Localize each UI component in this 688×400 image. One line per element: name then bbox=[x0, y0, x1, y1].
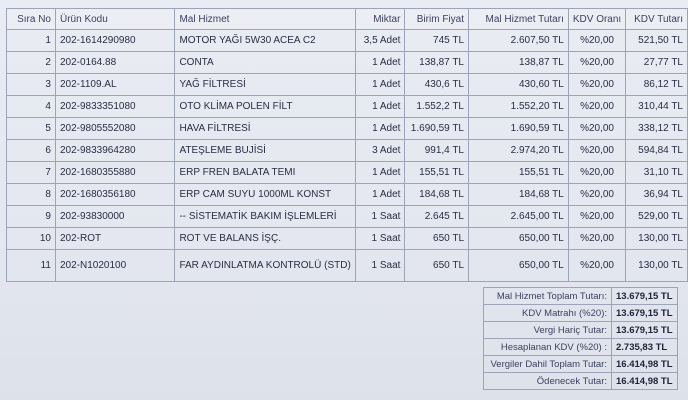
cell-kdv-tutari: 130,00 TL bbox=[626, 250, 688, 282]
cell-birim-fiyat: 650 TL bbox=[405, 250, 469, 282]
table-row bbox=[7, 96, 688, 118]
cell-urun-kodu: 202-9805552080 bbox=[55, 118, 174, 140]
cell-kdv-tutari: 27,77 TL bbox=[626, 52, 688, 74]
cell-kdv-tutari: 31,10 TL bbox=[626, 162, 688, 184]
cell-birim-fiyat: 430,6 TL bbox=[405, 74, 469, 96]
cell-mal-hizmet: CONTA bbox=[175, 52, 355, 74]
cell-kdv-orani: %20,00 bbox=[568, 140, 625, 162]
table-row bbox=[7, 52, 688, 74]
cell-urun-kodu: 202-N1020100 bbox=[55, 250, 174, 282]
cell-sira-no: 4 bbox=[7, 96, 56, 118]
cell-mal-hizmet: ROT VE BALANS İŞÇ. bbox=[175, 228, 355, 250]
totals-row bbox=[484, 339, 678, 356]
totals-value: 13.679,15 TL bbox=[612, 322, 678, 339]
cell-mal-hizmet-tutari: 430,60 TL bbox=[469, 74, 569, 96]
cell-sira-no: 6 bbox=[7, 140, 56, 162]
cell-kdv-orani: %20,00 bbox=[568, 162, 625, 184]
cell-kdv-orani: %20,00 bbox=[568, 206, 625, 228]
table-header-row bbox=[7, 9, 688, 30]
cell-birim-fiyat: 184,68 TL bbox=[405, 184, 469, 206]
cell-sira-no: 1 bbox=[7, 30, 56, 52]
cell-kdv-orani: %20,00 bbox=[568, 74, 625, 96]
cell-mal-hizmet-tutari: 2.645,00 TL bbox=[469, 206, 569, 228]
cell-mal-hizmet-tutari: 650,00 TL bbox=[469, 228, 569, 250]
cell-kdv-tutari: 338,12 TL bbox=[626, 118, 688, 140]
invoice-items-table bbox=[6, 8, 688, 282]
cell-birim-fiyat: 650 TL bbox=[405, 228, 469, 250]
table-row bbox=[7, 162, 688, 184]
header-birim-fiyat: Birim Fiyat bbox=[405, 9, 469, 30]
cell-miktar: 1 Adet bbox=[355, 52, 405, 74]
cell-kdv-orani: %20,00 bbox=[568, 96, 625, 118]
cell-mal-hizmet: ERP CAM SUYU 1000ML KONST bbox=[175, 184, 355, 206]
cell-sira-no: 2 bbox=[7, 52, 56, 74]
table-row bbox=[7, 228, 688, 250]
totals-row bbox=[484, 288, 678, 305]
cell-kdv-orani: %20,00 bbox=[568, 118, 625, 140]
cell-urun-kodu: 202-9833964280 bbox=[55, 140, 174, 162]
cell-mal-hizmet: -- SİSTEMATİK BAKIM İŞLEMLERİ bbox=[175, 206, 355, 228]
totals-body bbox=[484, 288, 678, 390]
cell-urun-kodu: 202-0164.88 bbox=[55, 52, 174, 74]
cell-birim-fiyat: 155,51 TL bbox=[405, 162, 469, 184]
cell-birim-fiyat: 1.690,59 TL bbox=[405, 118, 469, 140]
cell-sira-no: 8 bbox=[7, 184, 56, 206]
cell-kdv-orani: %20,00 bbox=[568, 184, 625, 206]
cell-sira-no: 9 bbox=[7, 206, 56, 228]
cell-urun-kodu: 202-1614290980 bbox=[55, 30, 174, 52]
cell-mal-hizmet: ATEŞLEME BUJİSİ bbox=[175, 140, 355, 162]
cell-kdv-orani: %20,00 bbox=[568, 52, 625, 74]
cell-miktar: 1 Adet bbox=[355, 96, 405, 118]
cell-kdv-orani: %20,00 bbox=[568, 30, 625, 52]
cell-mal-hizmet: ERP FREN BALATA TEMI bbox=[175, 162, 355, 184]
cell-urun-kodu: 202-1680356180 bbox=[55, 184, 174, 206]
cell-kdv-tutari: 594,84 TL bbox=[626, 140, 688, 162]
cell-miktar: 3 Adet bbox=[355, 140, 405, 162]
cell-urun-kodu: 202-9833351080 bbox=[55, 96, 174, 118]
totals-label: Vergi Hariç Tutar: bbox=[484, 322, 612, 339]
totals-row bbox=[484, 305, 678, 322]
table-row bbox=[7, 250, 688, 282]
header-urun-kodu: Ürün Kodu bbox=[55, 9, 174, 30]
cell-birim-fiyat: 1.552,2 TL bbox=[405, 96, 469, 118]
table-row bbox=[7, 74, 688, 96]
cell-miktar: 1 Saat bbox=[355, 228, 405, 250]
cell-mal-hizmet-tutari: 138,87 TL bbox=[469, 52, 569, 74]
totals-label: Mal Hizmet Toplam Tutarı: bbox=[484, 288, 612, 305]
totals-label: Hesaplanan KDV (%20) : bbox=[484, 339, 612, 356]
cell-birim-fiyat: 745 TL bbox=[405, 30, 469, 52]
cell-kdv-orani: %20,00 bbox=[568, 228, 625, 250]
cell-mal-hizmet-tutari: 2.974,20 TL bbox=[469, 140, 569, 162]
cell-sira-no: 10 bbox=[7, 228, 56, 250]
cell-sira-no: 11 bbox=[7, 250, 56, 282]
totals-row bbox=[484, 373, 678, 390]
cell-kdv-tutari: 130,00 TL bbox=[626, 228, 688, 250]
table-row bbox=[7, 118, 688, 140]
cell-kdv-tutari: 521,50 TL bbox=[626, 30, 688, 52]
cell-mal-hizmet-tutari: 155,51 TL bbox=[469, 162, 569, 184]
cell-urun-kodu: 202-93830000 bbox=[55, 206, 174, 228]
cell-mal-hizmet: OTO KLİMA POLEN FİLT bbox=[175, 96, 355, 118]
cell-kdv-tutari: 36,94 TL bbox=[626, 184, 688, 206]
cell-kdv-tutari: 86,12 TL bbox=[626, 74, 688, 96]
cell-mal-hizmet-tutari: 1.552,20 TL bbox=[469, 96, 569, 118]
header-sira-no: Sıra No bbox=[7, 9, 56, 30]
cell-sira-no: 7 bbox=[7, 162, 56, 184]
totals-label: Ödenecek Tutar: bbox=[484, 373, 612, 390]
header-mal-hizmet-tutari: Mal Hizmet Tutarı bbox=[469, 9, 569, 30]
cell-sira-no: 3 bbox=[7, 74, 56, 96]
cell-miktar: 1 Saat bbox=[355, 250, 405, 282]
cell-sira-no: 5 bbox=[7, 118, 56, 140]
cell-mal-hizmet-tutari: 184,68 TL bbox=[469, 184, 569, 206]
cell-mal-hizmet: HAVA FİLTRESİ bbox=[175, 118, 355, 140]
cell-miktar: 1 Adet bbox=[355, 118, 405, 140]
cell-mal-hizmet-tutari: 2.607,50 TL bbox=[469, 30, 569, 52]
cell-miktar: 1 Adet bbox=[355, 74, 405, 96]
cell-miktar: 3,5 Adet bbox=[355, 30, 405, 52]
totals-value: 13.679,15 TL bbox=[612, 288, 678, 305]
totals-label: KDV Matrahı (%20): bbox=[484, 305, 612, 322]
header-mal-hizmet: Mal Hizmet bbox=[175, 9, 355, 30]
cell-kdv-orani: %20,00 bbox=[568, 250, 625, 282]
table-row bbox=[7, 184, 688, 206]
table-row bbox=[7, 206, 688, 228]
cell-birim-fiyat: 991,4 TL bbox=[405, 140, 469, 162]
cell-urun-kodu: 202-1109.AL bbox=[55, 74, 174, 96]
header-miktar: Miktar bbox=[355, 9, 405, 30]
cell-miktar: 1 Adet bbox=[355, 184, 405, 206]
cell-urun-kodu: 202-1680355880 bbox=[55, 162, 174, 184]
cell-kdv-tutari: 529,00 TL bbox=[626, 206, 688, 228]
table-row bbox=[7, 30, 688, 52]
cell-mal-hizmet-tutari: 650,00 TL bbox=[469, 250, 569, 282]
totals-value: 2.735,83 TL bbox=[612, 339, 678, 356]
cell-mal-hizmet: FAR AYDINLATMA KONTROLÜ (STD) bbox=[175, 250, 355, 282]
totals-value: 16.414,98 TL bbox=[612, 356, 678, 373]
cell-birim-fiyat: 2.645 TL bbox=[405, 206, 469, 228]
totals-value: 16.414,98 TL bbox=[612, 373, 678, 390]
totals-row bbox=[484, 356, 678, 373]
cell-miktar: 1 Saat bbox=[355, 206, 405, 228]
table-row bbox=[7, 140, 688, 162]
cell-mal-hizmet-tutari: 1.690,59 TL bbox=[469, 118, 569, 140]
cell-urun-kodu: 202-ROT bbox=[55, 228, 174, 250]
totals-row bbox=[484, 322, 678, 339]
cell-mal-hizmet: YAĞ FİLTRESİ bbox=[175, 74, 355, 96]
cell-birim-fiyat: 138,87 TL bbox=[405, 52, 469, 74]
cell-mal-hizmet: MOTOR YAĞI 5W30 ACEA C2 bbox=[175, 30, 355, 52]
cell-kdv-tutari: 310,44 TL bbox=[626, 96, 688, 118]
invoice-items-body bbox=[7, 30, 688, 282]
header-kdv-tutari: KDV Tutarı bbox=[626, 9, 688, 30]
totals-table bbox=[483, 287, 678, 390]
cell-miktar: 1 Adet bbox=[355, 162, 405, 184]
totals-label: Vergiler Dahil Toplam Tutar: bbox=[484, 356, 612, 373]
header-kdv-orani: KDV Oranı bbox=[568, 9, 625, 30]
totals-value: 13.679,15 TL bbox=[612, 305, 678, 322]
